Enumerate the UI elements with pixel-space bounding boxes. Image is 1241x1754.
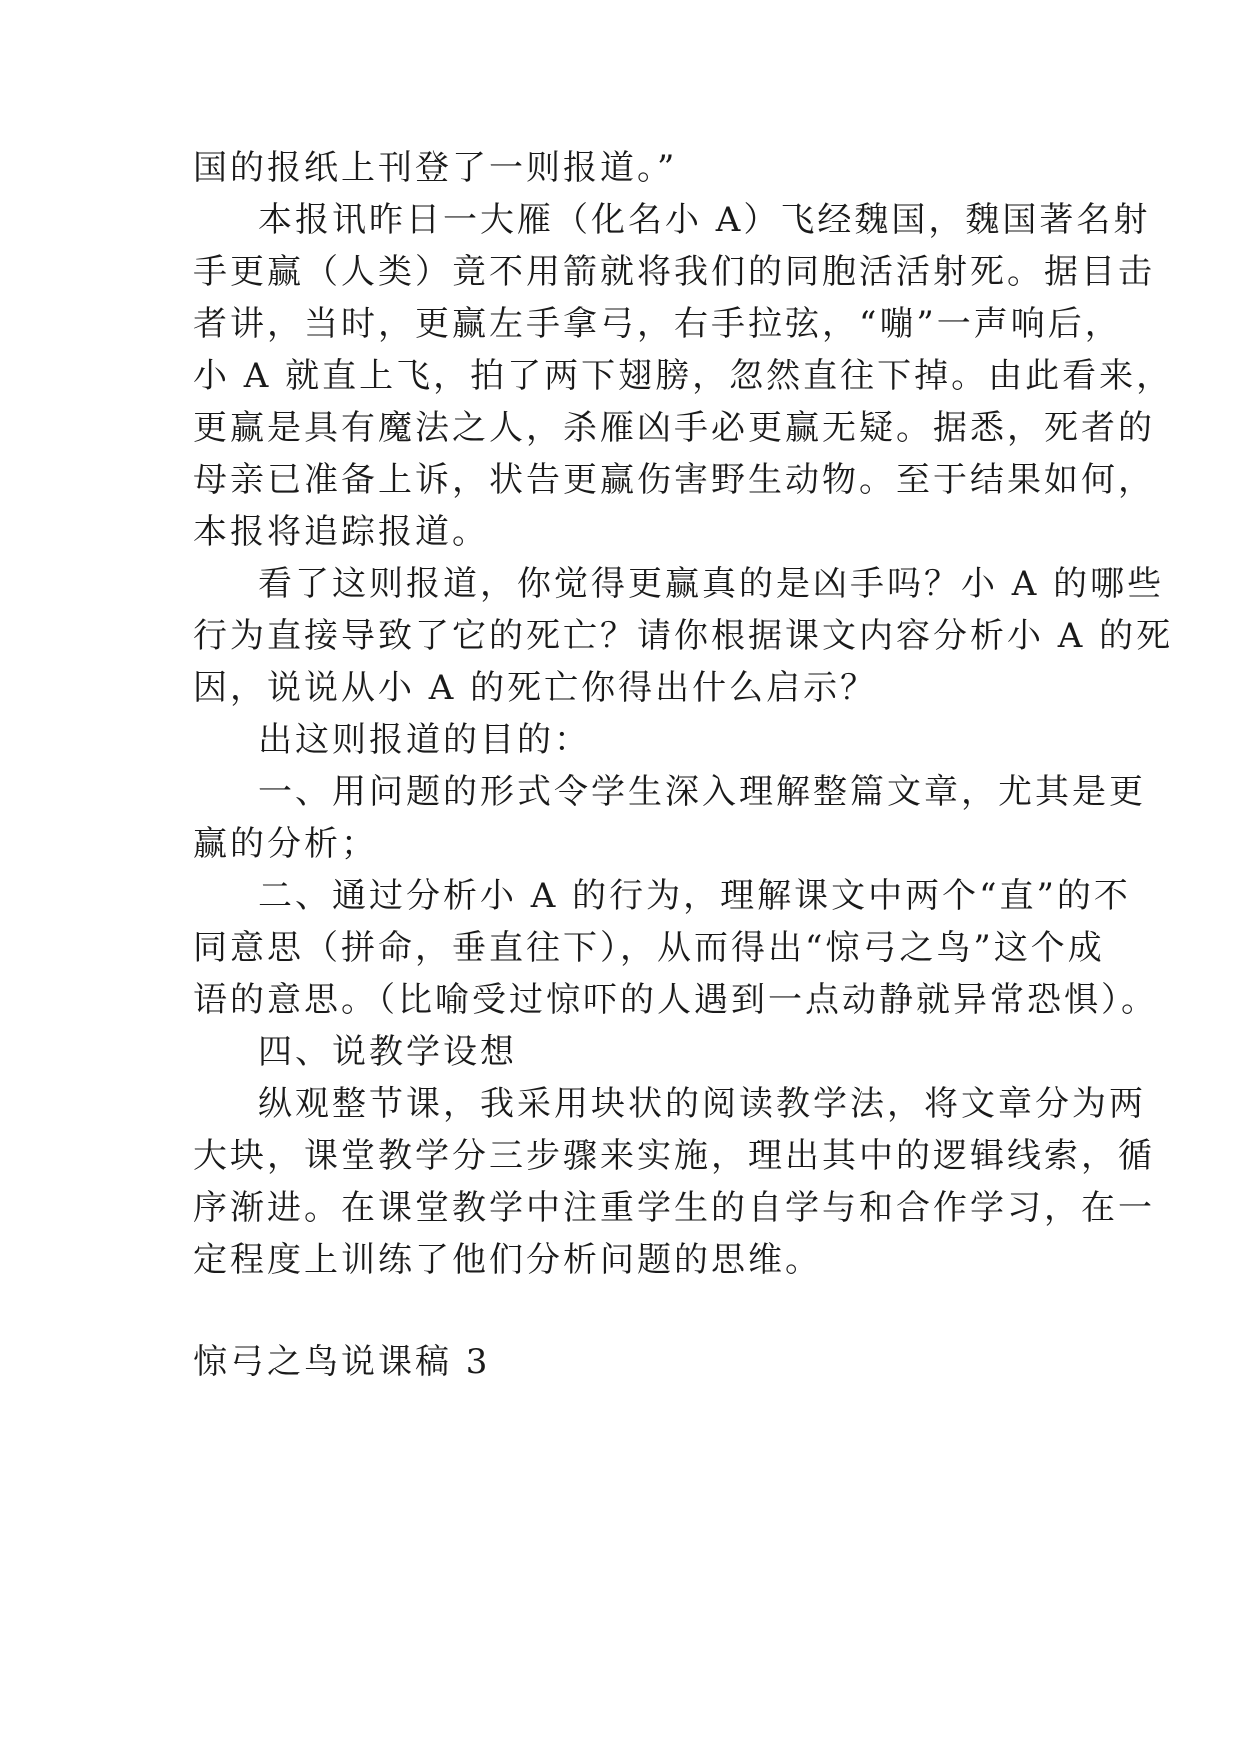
text-line: 出这则报道的目的： — [258, 720, 591, 760]
text-line: 大块，课堂教学分三步骤来实施，理出其中的逻辑线索，循 — [193, 1136, 1155, 1176]
text-line: 本报将追踪报道。 — [193, 512, 489, 552]
text-line: 一、用问题的形式令学生深入理解整篇文章，尤其是更 — [258, 772, 1146, 812]
text-line: 国的报纸上刊登了一则报道。” — [193, 148, 678, 188]
text-line: 小 A 就直上飞，拍了两下翅膀，忽然直往下掉。由此看来， — [193, 356, 1174, 396]
text-line: 语的意思。（比喻受过惊吓的人遇到一点动静就异常恐惧）。 — [193, 980, 1158, 1020]
text-line: 母亲已准备上诉，状告更赢伤害野生动物。至于结果如何， — [193, 460, 1155, 500]
text-line: 本报讯昨日一大雁（化名小 A）飞经魏国，魏国著名射 — [258, 200, 1151, 240]
text-line: 手更赢（人类）竟不用箭就将我们的同胞活活射死。据目击 — [193, 252, 1155, 292]
text-line: 看了这则报道，你觉得更赢真的是凶手吗？小 A 的哪些 — [258, 564, 1165, 604]
next-document-title: 惊弓之鸟说课稿 3 — [193, 1342, 491, 1382]
text-line: 更赢是具有魔法之人，杀雁凶手必更赢无疑。据悉，死者的 — [193, 408, 1155, 448]
text-line: 者讲，当时，更赢左手拿弓，右手拉弦，“嘣”一声响后， — [193, 304, 1122, 344]
text-line: 序渐进。在课堂教学中注重学生的自学与和合作学习，在一 — [193, 1188, 1155, 1228]
text-line: 二、通过分析小 A 的行为，理解课文中两个“直”的不 — [258, 876, 1131, 916]
text-line: 因，说说从小 A 的死亡你得出什么启示？ — [193, 668, 878, 708]
text-line: 行为直接导致了它的死亡？请你根据课文内容分析小 A 的死 — [193, 616, 1174, 656]
text-line: 定程度上训练了他们分析问题的思维。 — [193, 1240, 822, 1280]
text-line: 赢的分析； — [193, 824, 378, 864]
text-line: 纵观整节课，我采用块状的阅读教学法，将文章分为两 — [258, 1084, 1146, 1124]
section-heading: 四、说教学设想 — [258, 1032, 517, 1072]
text-line: 同意思（拼命，垂直往下），从而得出“惊弓之鸟”这个成 — [193, 928, 1105, 968]
